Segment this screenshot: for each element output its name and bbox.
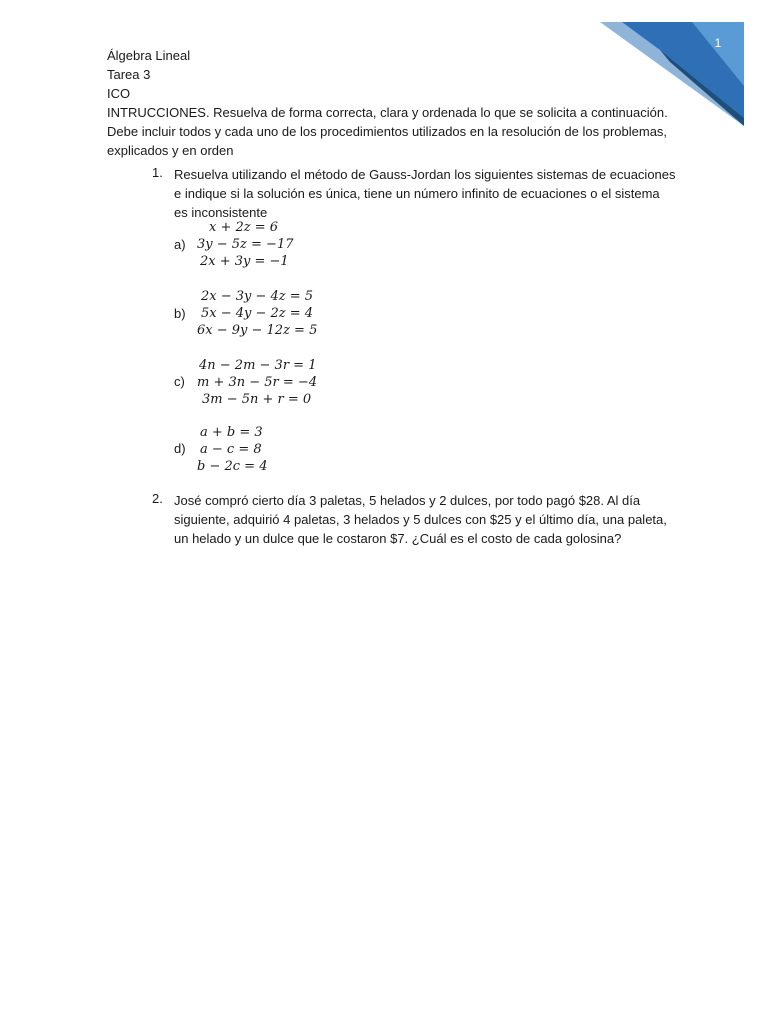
system-c-equation: 4n − 2m − 3r = 1 xyxy=(199,358,317,373)
question-1-number: 1. xyxy=(152,165,163,180)
system-d-equation: b − 2c = 4 xyxy=(197,459,268,474)
question-2-line: siguiente, adquirió 4 paletas, 3 helados y 5 dulces con $25 y el último día, una paleta, xyxy=(174,512,667,527)
question-1-line: e indique si la solución es única, tiene un número infinito de ecuaciones o el sistema xyxy=(174,186,660,201)
system-a-label: a) xyxy=(174,237,186,252)
system-b-equation: 2x − 3y − 4z = 5 xyxy=(201,289,314,304)
question-1-text xyxy=(174,165,676,222)
question-2-number: 2. xyxy=(152,491,163,506)
system-b-equation: 5x − 4y − 2z = 4 xyxy=(201,306,314,321)
system-b-equation: 6x − 9y − 12z = 5 xyxy=(197,323,318,338)
system-c-equation: 3m − 5n + r = 0 xyxy=(202,392,312,407)
system-d-equation: a − c = 8 xyxy=(200,442,262,457)
question-2-line: un helado y un dulce que le costaron $7. ¿Cuál es el costo de cada golosina? xyxy=(174,531,622,546)
system-d-equation: a + b = 3 xyxy=(200,425,263,440)
assignment-title: Tarea 3 xyxy=(107,67,151,82)
instructions-line: INTRUCCIONES. Resuelva de forma correcta, clara y ordenada lo que se solicita a continuación. xyxy=(107,105,668,120)
instructions-line: Debe incluir todos y cada uno de los procedimientos utilizados en la resolución de los problemas, xyxy=(107,124,668,139)
system-c-label: c) xyxy=(174,374,185,389)
instructions-line: explicados y en orden xyxy=(107,143,234,158)
page-number: 1 xyxy=(714,36,722,50)
document-header xyxy=(107,46,667,160)
system-c-equation: m + 3n − 5r = −4 xyxy=(197,375,318,390)
question-2-line: José compró cierto día 3 paletas, 5 helados y 2 dulces, por todo pagó $28. Al día xyxy=(174,493,641,508)
subject-title: Álgebra Lineal xyxy=(107,48,191,63)
system-a-equation: 2x + 3y = −1 xyxy=(200,254,289,269)
program-name: ICO xyxy=(107,86,131,101)
system-b-label: b) xyxy=(174,306,186,321)
system-d-label: d) xyxy=(174,441,186,456)
system-a-equation: x + 2z = 6 xyxy=(209,220,279,235)
question-2-text xyxy=(174,491,667,548)
question-1-line: es inconsistente xyxy=(174,205,268,220)
question-1-line: Resuelva utilizando el método de Gauss-Jordan los siguientes sistemas de ecuaciones xyxy=(174,167,676,182)
system-a-equation: 3y − 5z = −17 xyxy=(197,237,294,252)
